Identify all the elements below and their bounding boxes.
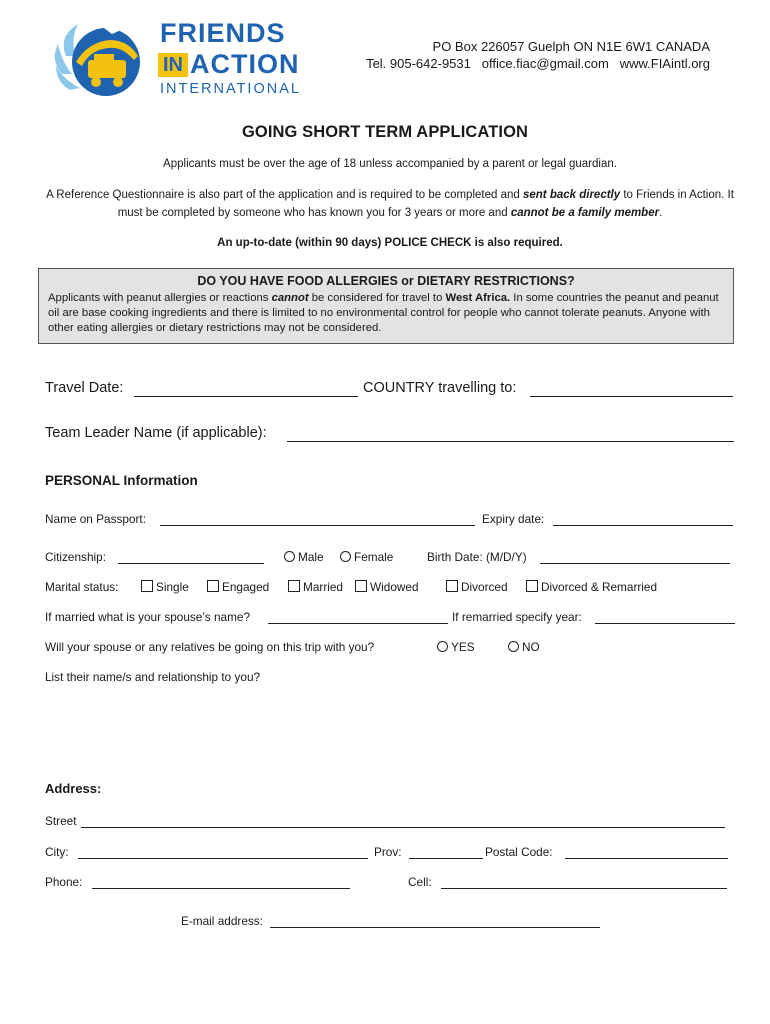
website-link[interactable]: www.FIAintl.org [619, 56, 710, 71]
email-address-field[interactable] [270, 927, 600, 928]
spouse-name-field[interactable] [268, 623, 448, 624]
reference-text-3: . [659, 207, 663, 219]
cell-label: Cell: [408, 875, 432, 889]
relatives-list-field[interactable] [45, 690, 735, 770]
personal-info-heading: PERSONAL Information [45, 473, 198, 488]
country-label: COUNTRY travelling to: [363, 380, 517, 396]
province-field[interactable] [409, 858, 483, 859]
single-label: Single [156, 580, 189, 594]
city-field[interactable] [78, 858, 368, 859]
city-label: City: [45, 845, 69, 859]
marital-single-option[interactable] [141, 580, 189, 594]
yes-label: YES [451, 640, 475, 654]
country-field[interactable] [530, 396, 733, 397]
yes-radio-icon[interactable] [437, 641, 448, 652]
street-field[interactable] [81, 827, 725, 828]
reference-emphasis-1: sent back directly [522, 189, 621, 201]
marital-divorced-option[interactable] [446, 580, 508, 594]
divorced-label: Divorced [461, 580, 508, 594]
marital-married-option[interactable] [288, 580, 343, 594]
passport-name-label: Name on Passport: [45, 512, 146, 526]
postal-code-label: Postal Code: [485, 845, 553, 859]
logo-word-in: IN [158, 53, 188, 77]
engaged-label: Engaged [222, 580, 270, 594]
logo-emblem-icon [48, 16, 158, 104]
phone-number: Tel. 905-642-9531 [366, 56, 471, 71]
allergy-box-body [48, 291, 724, 336]
province-label: Prov: [374, 845, 402, 859]
birth-date-label: Birth Date: (M/D/Y) [427, 550, 527, 564]
expiry-date-label: Expiry date: [482, 512, 545, 526]
relatives-question: Will your spouse or any relatives be going on this trip with you? [45, 640, 375, 654]
marital-widowed-option[interactable] [355, 580, 419, 594]
cell-field[interactable] [441, 888, 727, 889]
logo-word-action: ACTION [190, 49, 300, 79]
widowed-label: Widowed [370, 580, 419, 594]
citizenship-field[interactable] [118, 563, 264, 564]
contact-block [366, 38, 710, 72]
email-address-label: E-mail address: [181, 914, 263, 928]
allergy-box-title: DO YOU HAVE FOOD ALLERGIES or DIETARY RESTRICTIONS? [197, 274, 575, 288]
page-title: GOING SHORT TERM APPLICATION [241, 123, 529, 141]
remarried-year-field[interactable] [595, 623, 735, 624]
police-check-note: An up-to-date (within 90 days) POLICE CHECK is also required. [217, 237, 563, 249]
no-label: NO [522, 640, 540, 654]
reference-text-2: to Friends in Action. It must be completed by someone who has known you for 3 years or more and [117, 189, 734, 219]
female-radio-icon[interactable] [340, 551, 351, 562]
email-link[interactable]: office.fiac@gmail.com [481, 56, 609, 71]
address-heading: Address: [45, 781, 102, 796]
allergy-text-2: be considered for travel to [308, 292, 446, 304]
spouse-name-label: If married what is your spouse’s name? [45, 610, 251, 624]
expiry-date-field[interactable] [553, 525, 733, 526]
team-leader-label: Team Leader Name (if applicable): [45, 425, 267, 441]
marital-remarried-option[interactable] [526, 580, 657, 594]
logo-word-friends: FRIENDS [160, 18, 286, 48]
gender-male-option[interactable] [284, 550, 324, 564]
street-label: Street [45, 814, 77, 828]
gender-female-option[interactable] [340, 550, 393, 564]
single-checkbox-icon[interactable] [141, 580, 153, 592]
travel-date-label: Travel Date: [45, 380, 124, 396]
allergy-notice-box [38, 268, 734, 344]
remarried-year-label: If remarried specify year: [452, 610, 582, 624]
phone-label: Phone: [45, 875, 83, 889]
marital-status-label: Marital status: [45, 580, 119, 594]
allergy-emphasis-west-africa: West Africa. [445, 292, 511, 304]
no-radio-icon[interactable] [508, 641, 519, 652]
reference-note [40, 186, 740, 222]
postal-code-field[interactable] [565, 858, 728, 859]
allergy-text-3: In some countries the peanut and peanut oil are base cooking ingredients and there is limited to no environmental control for people who cannot tolerate peanuts. Anyone with other eating allergies or dietary restrictions may not be considered. [48, 292, 719, 334]
female-label: Female [354, 550, 394, 564]
birth-date-field[interactable] [540, 563, 730, 564]
logo [48, 16, 301, 104]
logo-word-international: INTERNATIONAL [160, 81, 301, 97]
citizenship-label: Citizenship: [45, 550, 106, 564]
passport-name-field[interactable] [160, 525, 475, 526]
contact-line [366, 55, 710, 72]
married-label: Married [303, 580, 343, 594]
allergy-emphasis-cannot: cannot [271, 292, 309, 304]
widowed-checkbox-icon[interactable] [355, 580, 367, 592]
relatives-yes-option[interactable] [437, 640, 475, 654]
relatives-list-label: List their name/s and relationship to you? [45, 670, 261, 684]
male-label: Male [298, 550, 324, 564]
male-radio-icon[interactable] [284, 551, 295, 562]
reference-text-1: A Reference Questionnaire is also part of the application and is required to be completed and [46, 189, 523, 201]
relatives-no-option[interactable] [508, 640, 540, 654]
remarried-checkbox-icon[interactable] [526, 580, 538, 592]
divorced-checkbox-icon[interactable] [446, 580, 458, 592]
age-note: Applicants must be over the age of 18 unless accompanied by a parent or legal guardian. [163, 158, 617, 170]
remarried-label: Divorced & Remarried [541, 580, 658, 594]
married-checkbox-icon[interactable] [288, 580, 300, 592]
reference-emphasis-2: cannot be a family member [510, 207, 660, 219]
travel-date-field[interactable] [134, 396, 358, 397]
marital-engaged-option[interactable] [207, 580, 269, 594]
team-leader-field[interactable] [287, 441, 734, 442]
postal-address: PO Box 226057 Guelph ON N1E 6W1 CANADA [432, 39, 710, 54]
phone-field[interactable] [92, 888, 350, 889]
allergy-text-1: Applicants with peanut allergies or reactions [48, 292, 272, 304]
engaged-checkbox-icon[interactable] [207, 580, 219, 592]
